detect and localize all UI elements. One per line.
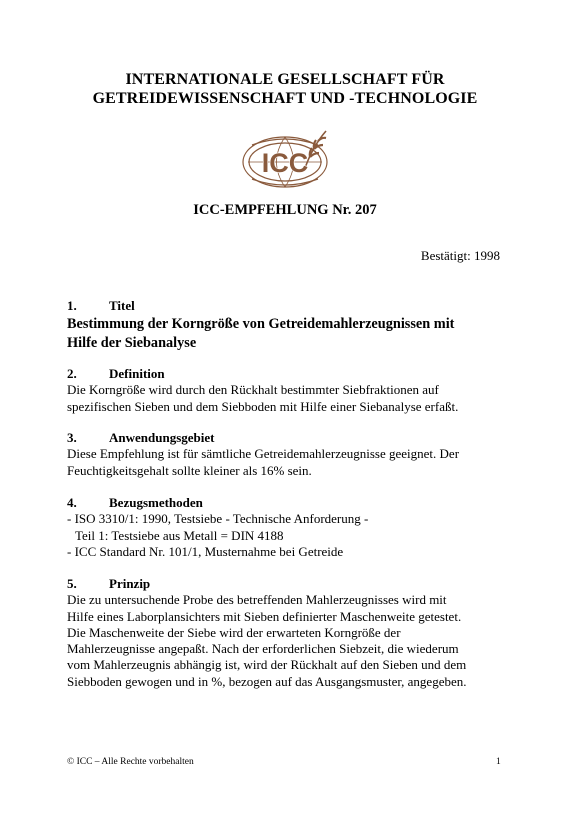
section-heading-text: Anwendungsgebiet [109,430,215,445]
recommendation-title: ICC-EMPFEHLUNG Nr. 207 [193,202,377,218]
section-heading [67,366,502,382]
reference-item: - ISO 3310/1: 1990, Testsiebe - Technische Anforderung - [67,511,369,527]
section-references [67,495,502,560]
confirmed-date: Bestätigt: 1998 [420,248,500,263]
section-scope [67,430,502,479]
section-number: 2. [67,366,77,381]
organization-title [0,70,570,108]
section-number: 4. [67,495,77,510]
section-heading [67,298,502,314]
paragraph-line: Die zu untersuchende Probe des betreffenden Mahlerzeugnisses wird mit [67,592,447,608]
section-title [67,298,502,353]
section-number: 1. [67,298,77,313]
paragraph-line: Die Maschenweite der Siebe wird der erwarteten Korngröße der [67,624,401,640]
organization-title-line2: GETREIDEWISSENSCHAFT UND -TECHNOLOGIE [92,90,478,107]
section-heading [67,576,502,592]
section-number: 5. [67,576,77,591]
main-title-line2: Hilfe der Siebanalyse [67,335,197,352]
section-heading-text: Bezugsmethoden [109,495,203,510]
reference-item: - ICC Standard Nr. 101/1, Musternahme bei Getreide [67,543,344,559]
section-heading-text: Titel [109,298,135,313]
paragraph-line: Die Korngröße wird durch den Rückhalt bestimmter Siebfraktionen auf [67,382,439,398]
reference-item: Teil 1: Testsiebe aus Metall = DIN 4188 [75,527,284,543]
section-heading-text: Definition [109,366,165,381]
section-definition [67,366,502,415]
organization-title-line1: INTERNATIONALE GESELLSCHAFT FÜR [125,71,445,88]
paragraph-line: spezifischen Sieben und dem Siebboden mit Hilfe einer Siebanalyse erfaßt. [67,398,459,414]
icc-logo [238,125,334,197]
section-heading [67,430,502,446]
section-number: 3. [67,430,77,445]
paragraph-line: Hilfe eines Laborplansichters mit Sieben definierter Maschenweite getestet. [67,608,462,624]
paragraph-line: Feuchtigkeitsgehalt sollte kleiner als 16% sein. [67,462,312,478]
paragraph-line: Mahlerzeugnisse angepaßt. Nach der erforderlichen Siebzeit, die wiederum [67,641,459,657]
section-heading-text: Prinzip [109,576,151,591]
main-title-line1: Bestimmung der Korngröße von Getreidemahlerzeugnissen mit [67,316,455,333]
section-heading [67,495,502,511]
footer-page-number: 1 [496,757,501,767]
icc-logo-text: ICC [261,148,309,178]
paragraph-line: Siebboden gewogen und in %, bezogen auf das Ausgangsmuster, angegeben. [67,673,467,689]
footer-copyright: © ICC – Alle Rechte vorbehalten [67,757,194,767]
document-main-title [67,315,502,353]
paragraph-line: vom Mahlerzeugnis abhängig ist, wird der Rückhalt auf den Sieben und dem [67,657,467,673]
section-principle [67,576,502,690]
paragraph-line: Diese Empfehlung ist für sämtliche Getreidemahlerzeugnisse geeignet. Der [67,446,460,462]
icc-logo-graphic [238,125,334,197]
